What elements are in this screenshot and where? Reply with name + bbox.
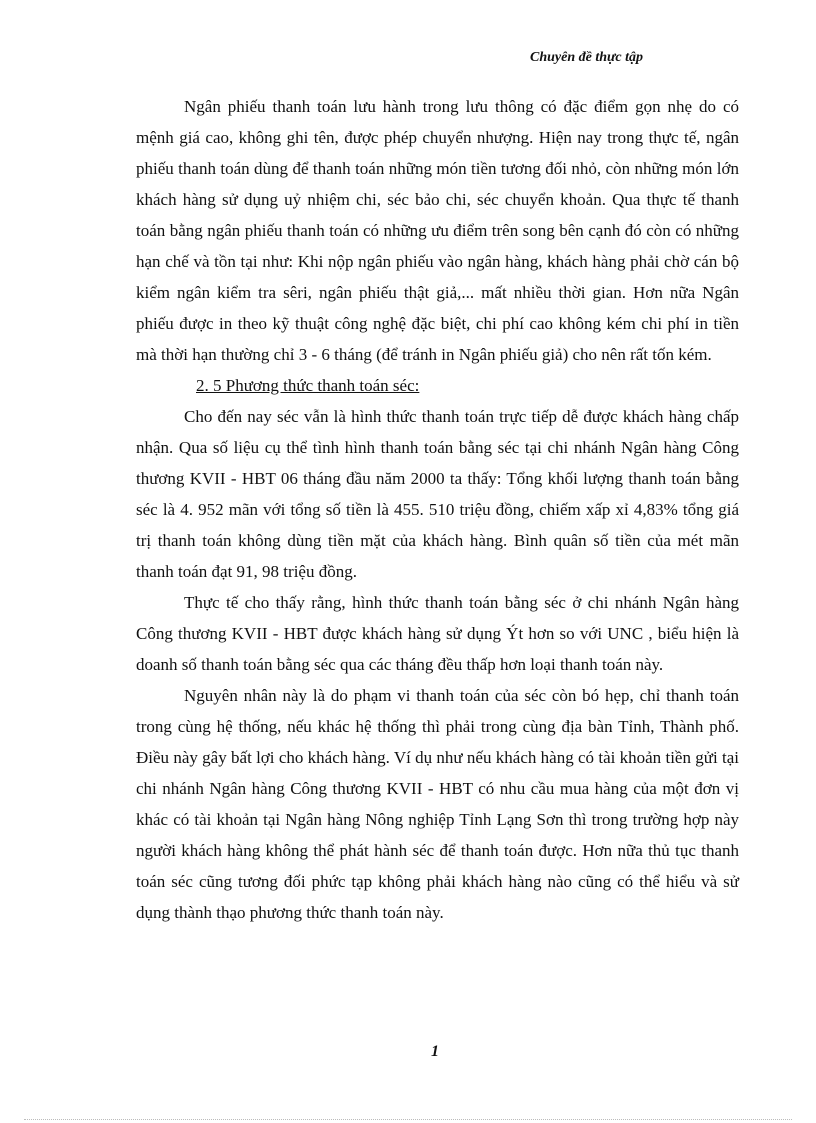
- page-number: 1: [431, 1043, 439, 1060]
- paragraph-cheque-usage: Thực tế cho thấy rằng, hình thức thanh toán bằng séc ở chi nhánh Ngân hàng Công thương KVII - HBT được khách hàng sử dụng Ýt hơn so với UNC , biểu hiện là doanh số thanh toán bằng séc qua các tháng đều thấp hơn loại thanh toán này.: [136, 593, 739, 674]
- running-header: Chuyên đề thực tập: [530, 50, 644, 65]
- paragraph-bank-notes: Ngân phiếu thanh toán lưu hành trong lưu thông có đặc điểm gọn nhẹ do có mệnh giá cao, không ghi tên, được phép chuyển nhượng. Hiện nay trong thực tế, ngân phiếu thanh toán dùng để thanh toán những món tiền tương đối nhỏ, còn những món lớn khách hàng sử dụng uỷ nhiệm chi, séc bảo chi, séc chuyển khoản. Qua thực tế thanh toán bằng ngân phiếu thanh toán có những ưu điểm trên song bên cạnh đó còn có những hạn chế và tồn tại như: Khi nộp ngân phiếu vào ngân hàng, khách hàng phải chờ cán bộ kiểm ngân kiểm tra sêri, ngân phiếu thật giả,... mất nhiều thời gian. Hơn nữa Ngân phiếu được in theo kỹ thuật công nghệ đặc biệt, chi phí cao không kém chi phí in tiền mà thời hạn thường chỉ 3 - 6 tháng (để tránh in Ngân phiếu giả) cho nên rất tốn kém.: [136, 97, 739, 364]
- paragraph-cheque-causes: Nguyên nhân này là do phạm vi thanh toán của séc còn bó hẹp, chỉ thanh toán trong cùng hệ thống, nếu khác hệ thống thì phải trong cùng địa bàn Tỉnh, Thành phố. Điều này gây bất lợi cho khách hàng. Ví dụ như nếu khách hàng có tài khoản tiền gửi tại chi nhánh Ngân hàng Công thương KVII - HBT có nhu cầu mua hàng của một đơn vị khác có tài khoản tại Ngân hàng Nông nghiệp Tỉnh Lạng Sơn thì trong trường hợp này người khách hàng không thể phát hành séc để thanh toán được. Hơn nữa thủ tục thanh toán séc cũng tương đối phức tạp không phải khách hàng nào cũng có thể hiểu và sử dụng thành thạo phương thức thanh toán này.: [136, 686, 739, 922]
- section-heading: [136, 370, 739, 401]
- section-heading-text: 2. 5 Phương thức thanh toán séc:: [196, 376, 420, 395]
- body-text: [136, 91, 739, 928]
- paragraph-cheque-overview: Cho đến nay séc vẫn là hình thức thanh toán trực tiếp dễ được khách hàng chấp nhận. Qua số liệu cụ thể tình hình thanh toán bằng séc tại chi nhánh Ngân hàng Công thương KVII - HBT 06 tháng đầu năm 2000 ta thấy: Tổng khối lượng thanh toán bằng séc là 4. 952 mãn với tổng số tiền là 455. 510 triệu đồng, chiếm xấp xỉ 4,83% tổng giá trị thanh toán không dùng tiền mặt của khách hàng. Bình quân số tiền của mét mãn thanh toán đạt 91, 98 triệu đồng.: [136, 407, 739, 581]
- footer-divider: [24, 1119, 792, 1120]
